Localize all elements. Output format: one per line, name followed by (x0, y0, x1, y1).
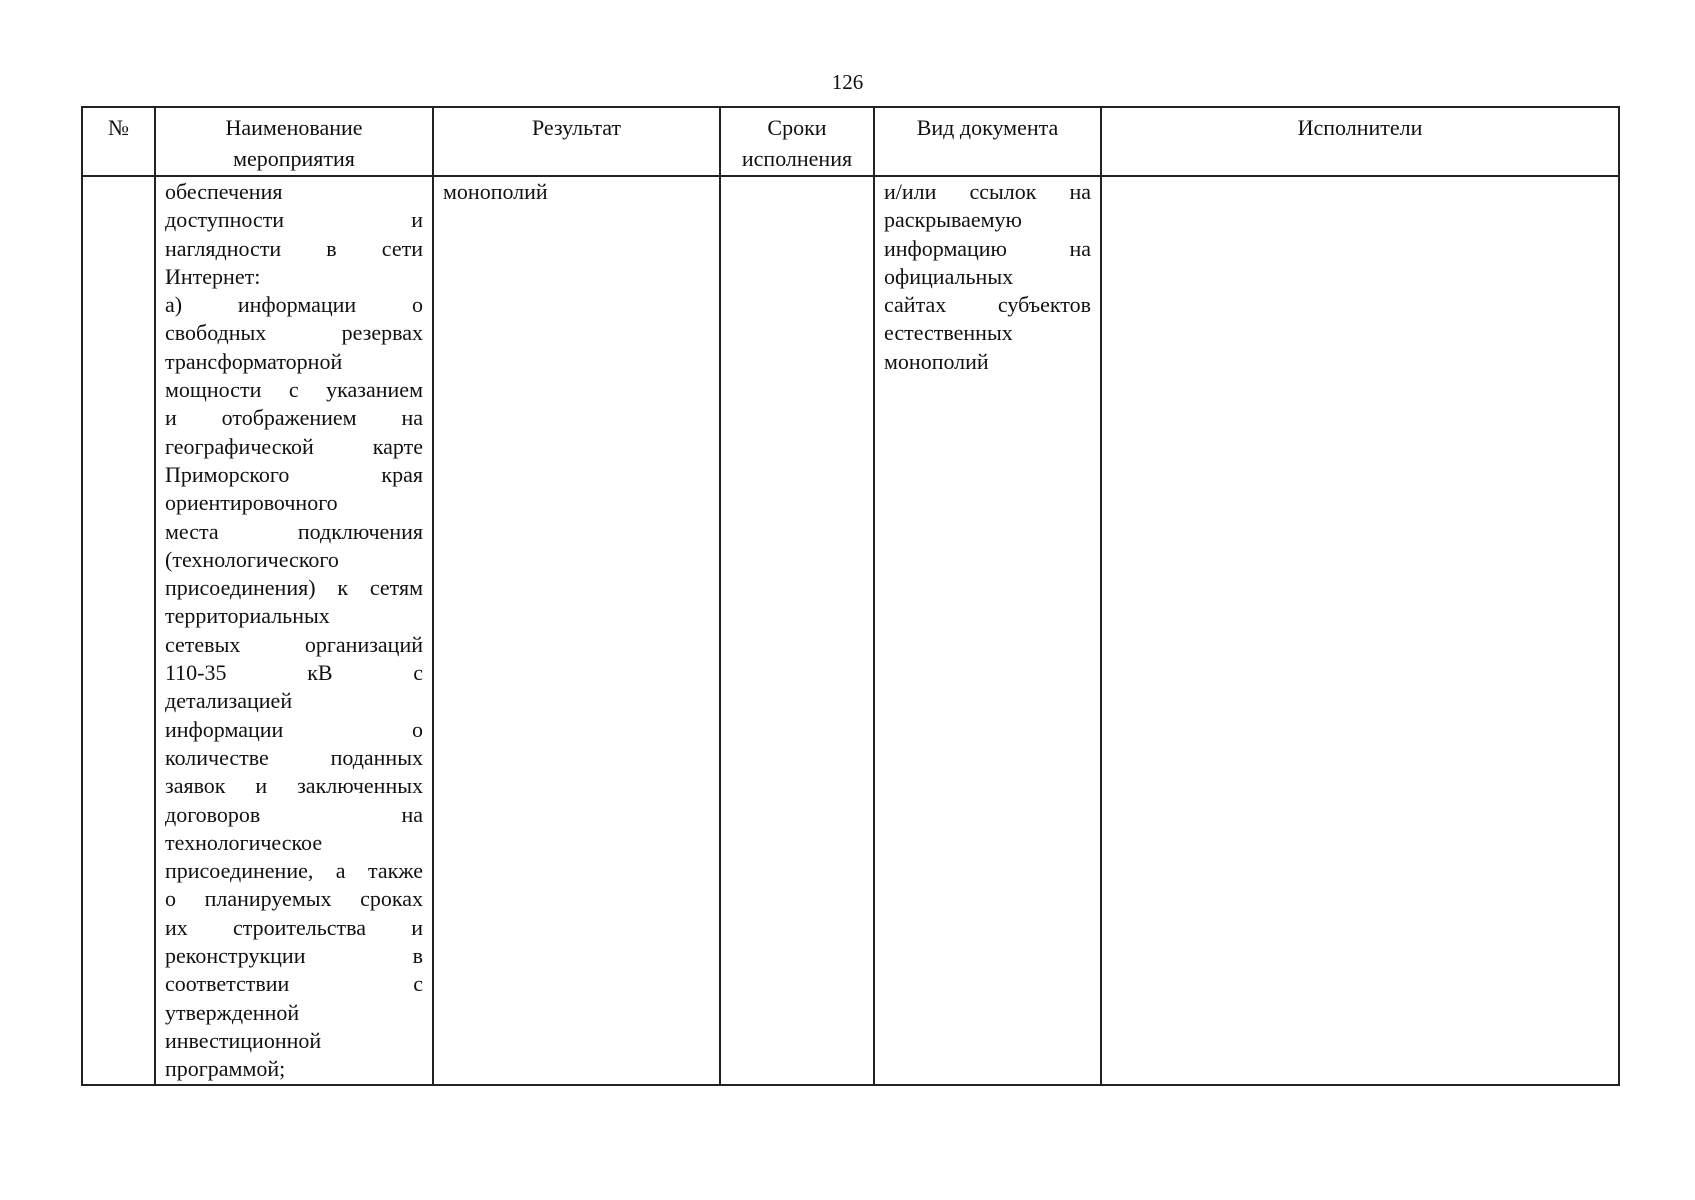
text-line: раскрываемую (884, 207, 1022, 233)
text-line: территориальных (165, 603, 330, 629)
text-line: обеспечения (165, 179, 283, 204)
table-header-row (82, 107, 1619, 176)
page-number: 126 (831, 70, 864, 94)
text-line: технологическое (165, 829, 323, 855)
text-line: места подключения (165, 518, 423, 544)
cell-executors (1101, 176, 1619, 1085)
text-line: наглядности в сети (165, 235, 423, 261)
text-line: количестве поданных (165, 744, 423, 770)
header-measure-name: Наименование мероприятия (155, 107, 433, 176)
text-line: инвестиционной (165, 1027, 322, 1053)
measures-table (81, 106, 1620, 1086)
cell-number (82, 176, 155, 1085)
table-row (82, 176, 1619, 1085)
text-line: монополий (884, 348, 989, 374)
text-line: о планируемых сроках (165, 886, 423, 912)
text-line: Приморского края (165, 461, 423, 487)
text-line: естественных (884, 320, 1013, 346)
header-number: № (82, 107, 155, 176)
text-line: 110-35 кВ с (165, 660, 423, 686)
text-line: присоединения) к сетям (165, 575, 423, 601)
text-line: Интернет: (165, 263, 261, 289)
text-line: реконструкции в (165, 943, 423, 969)
document-type-text (875, 177, 1100, 376)
text-line: соответствии с (165, 971, 423, 997)
text-line: ориентировочного (165, 490, 338, 516)
header-executors: Исполнители (1101, 107, 1619, 176)
text-line: монополий (443, 179, 548, 204)
text-line: программой; (165, 1056, 286, 1082)
cell-terms (720, 176, 874, 1085)
cell-measure-name (155, 176, 433, 1085)
text-line: доступности и (165, 207, 423, 233)
text-line: договоров на (165, 801, 423, 827)
text-line: детализацией (165, 688, 293, 714)
header-document-type: Вид документа (874, 107, 1101, 176)
text-line: информации о (165, 716, 423, 742)
text-line: и/или ссылок на (884, 179, 1091, 204)
cell-result (433, 176, 720, 1085)
text-line: (технологического (165, 546, 339, 572)
text-line: их строительства и (165, 914, 423, 940)
result-text (434, 177, 719, 206)
cell-document-type (874, 176, 1101, 1085)
text-line: а) информации о (165, 292, 423, 318)
header-result: Результат (433, 107, 720, 176)
header-terms: Сроки исполнения (720, 107, 874, 176)
text-line: и отображением на (165, 405, 423, 431)
text-line: сайтах субъектов (884, 292, 1091, 318)
text-line: официальных (884, 263, 1014, 289)
text-line: географической карте (165, 433, 423, 459)
text-line: утвержденной (165, 999, 300, 1025)
measure-name-text (156, 177, 432, 1084)
text-line: присоединение, а также (165, 858, 423, 884)
text-line: свободных резервах (165, 320, 423, 346)
text-line: мощности с указанием (165, 377, 423, 403)
text-line: сетевых организаций (165, 631, 423, 657)
text-line: трансформаторной (165, 348, 343, 374)
text-line: заявок и заключенных (165, 773, 423, 799)
text-line: информацию на (884, 235, 1091, 261)
